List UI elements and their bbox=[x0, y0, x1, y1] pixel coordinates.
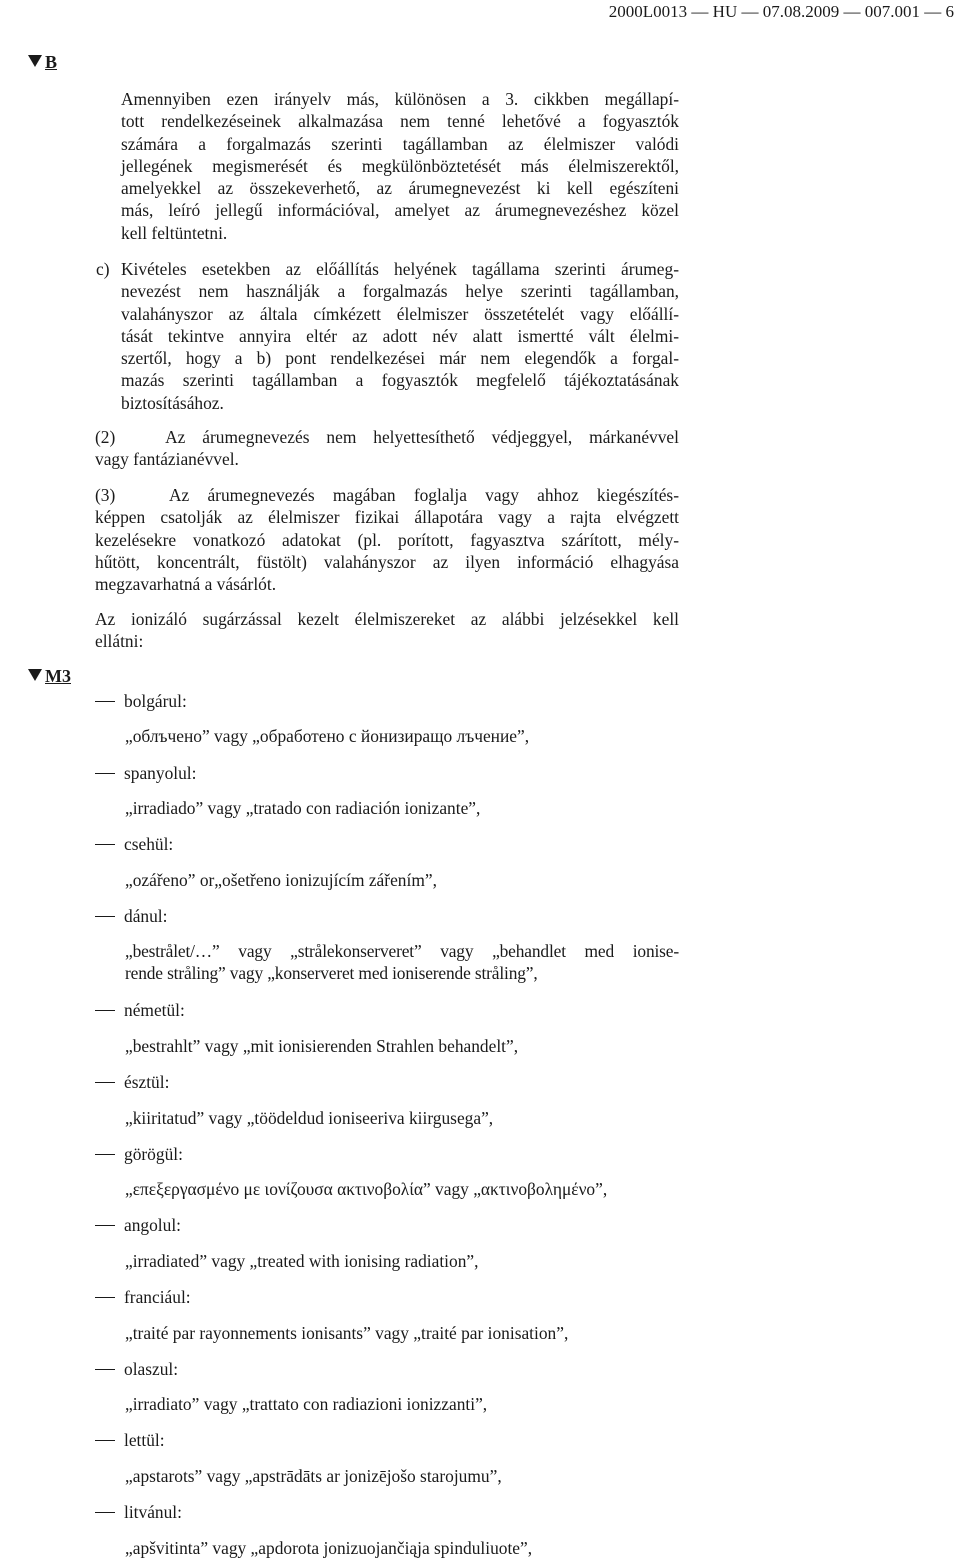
language-label: csehül: bbox=[124, 834, 174, 854]
language-label: olaszul: bbox=[124, 1359, 179, 1379]
language-phrase bbox=[125, 1178, 679, 1200]
text-line: mazás szerinti tagállamban a fogyasztók megfelelő tájékoztatásának bbox=[121, 370, 679, 391]
text-line: „irradiated” vagy „treated with ionising radiation”, bbox=[125, 1251, 479, 1271]
em-dash bbox=[95, 1369, 115, 1370]
text-line: „traité par rayonnements ionisants” vagy „traité par ionisation”, bbox=[125, 1323, 569, 1343]
text-line: tott rendelkezéseinek alkalmazása nem tenné lehetővé a fogyasztók bbox=[121, 111, 679, 132]
language-phrase bbox=[125, 1035, 679, 1057]
text-line: vagy fantázianévvel. bbox=[95, 449, 239, 470]
text-line: „irradiado” vagy „tratado con radiación ionizante”, bbox=[125, 798, 481, 818]
text-line: (3) Az árumegnevezés magában foglalja vagy ahhoz kiegészítés- bbox=[95, 485, 679, 505]
em-dash bbox=[95, 916, 115, 917]
amendment-marker-b bbox=[28, 52, 57, 73]
language-phrase bbox=[125, 869, 679, 891]
language-item bbox=[95, 905, 167, 927]
text-line: tását tekintve annyira eltér az adott név alatt ismertté vált élelmi- bbox=[121, 325, 679, 346]
em-dash bbox=[95, 1440, 115, 1441]
em-dash bbox=[95, 1082, 115, 1083]
text-line: rende stråling” vagy „konserveret med ioniserende stråling”, bbox=[125, 963, 538, 983]
language-phrase bbox=[125, 1107, 679, 1129]
em-dash bbox=[95, 844, 115, 845]
language-item bbox=[95, 1286, 191, 1308]
language-label: németül: bbox=[124, 1000, 185, 1020]
language-label: litvánul: bbox=[124, 1502, 182, 1522]
language-label: lettül: bbox=[124, 1430, 165, 1450]
language-label: dánul: bbox=[124, 906, 168, 926]
text-line: szertől, hogy a b) pont rendelkezései már nem elegendők a forgal- bbox=[121, 348, 679, 369]
language-label: görögül: bbox=[124, 1144, 183, 1164]
language-item bbox=[95, 1501, 182, 1523]
language-phrase bbox=[125, 1537, 679, 1559]
text-line: „облъчено” vagy „обработено с йонизиращо лъчение”, bbox=[125, 726, 530, 746]
em-dash bbox=[95, 1010, 115, 1011]
em-dash bbox=[95, 773, 115, 774]
amendment-marker-m3 bbox=[28, 666, 71, 687]
em-dash bbox=[95, 1512, 115, 1513]
em-dash bbox=[95, 1154, 115, 1155]
language-item bbox=[95, 833, 173, 855]
language-label: észtül: bbox=[124, 1072, 170, 1092]
language-item bbox=[95, 1071, 169, 1093]
language-item bbox=[95, 1143, 183, 1165]
text-line: nevezést nem használják a forgalmazás helye szerinti tagállamban, bbox=[121, 281, 679, 302]
text-line: „επεξεργασμένο με ιονίζουσα ακτινοβολία” vagy „ακτινοβολημένο”, bbox=[125, 1179, 608, 1199]
text-line: más, leíró jellegű információval, amelyet az árumegnevezéshez közel bbox=[121, 200, 679, 221]
text-line: „bestrahlt” vagy „mit ionisierenden Strahlen behandelt”, bbox=[125, 1036, 519, 1056]
text-line: valahányszor az általa címkézett élelmiszer összetételét vagy előállí- bbox=[121, 303, 679, 324]
text-line: (2) Az árumegnevezés nem helyettesíthető védjeggyel, márkanévvel bbox=[95, 427, 679, 447]
text-line: kezelésekre vonatkozó adatokat (pl. porított, fagyasztva szárított, mély- bbox=[95, 529, 679, 550]
paragraph-ionizing bbox=[95, 608, 679, 653]
language-phrase bbox=[125, 797, 679, 819]
triangle-down-icon bbox=[28, 669, 42, 681]
document-header: 2000L0013 — HU — 07.08.2009 — 007.001 — 6 bbox=[608, 2, 954, 21]
text-line: megzavarhatná a vásárlót. bbox=[95, 574, 277, 595]
text-line: „apstarots” vagy „apstrādāts ar jonizējošo starojumu”, bbox=[125, 1466, 502, 1486]
text-line: biztosításához. bbox=[121, 392, 224, 413]
marker-code: B bbox=[45, 52, 58, 72]
paragraph-3 bbox=[95, 484, 679, 595]
text-line: amelyekkel az összekeverhető, az árumegnevezést ki kell egészíteni bbox=[121, 178, 679, 199]
text-line: Az ionizáló sugárzással kezelt élelmiszereket az alábbi jelzésekkel kell bbox=[95, 609, 679, 629]
text-line: Amennyiben ezen irányelv más, különösen a 3. cikkben megállapí- bbox=[121, 89, 679, 109]
text-line: „bestrålet/…” vagy „strålekonserveret” vagy „behandlet med ionise- bbox=[125, 941, 679, 961]
text-line: képpen csatolják az élelmiszer fizikai állapotára vagy a rajta elvégzett bbox=[95, 507, 679, 528]
language-item bbox=[95, 690, 187, 712]
language-phrase bbox=[125, 1250, 679, 1272]
text-line: Kivételes esetekben az előállítás helyének tagállama szerinti árumeg- bbox=[121, 259, 679, 279]
language-phrase bbox=[125, 725, 679, 747]
text-line: „irradiato” vagy „trattato con radiazioni ionizzanti”, bbox=[125, 1394, 488, 1414]
text-line: ellátni: bbox=[95, 631, 144, 652]
point-c-label: c) bbox=[96, 259, 110, 279]
language-label: franciául: bbox=[124, 1287, 191, 1307]
language-item bbox=[95, 1214, 181, 1236]
text-line: kell feltüntetni. bbox=[121, 222, 228, 243]
em-dash bbox=[95, 1225, 115, 1226]
language-item bbox=[95, 1358, 178, 1380]
text-line: „ozářeno” or„ošetřeno ionizujícím zářením”, bbox=[125, 870, 437, 890]
language-item bbox=[95, 762, 196, 784]
paragraph-2 bbox=[95, 426, 679, 471]
triangle-down-icon bbox=[28, 55, 42, 67]
text-line: jellegének megismerését és megkülönböztetését más élelmiszerektől, bbox=[121, 155, 679, 176]
em-dash bbox=[95, 701, 115, 702]
text-line: „apšvitinta” vagy „apdorota jonizuojančiąja spinduliuote”, bbox=[125, 1538, 533, 1558]
point-c-paragraph bbox=[121, 258, 679, 414]
language-phrase bbox=[125, 1465, 679, 1487]
text-line: hűtött, koncentrált, füstölt) valahányszor az ilyen információ elhagyása bbox=[95, 551, 679, 572]
language-item bbox=[95, 1429, 165, 1451]
text-line: „kiiritatud” vagy „töödeldud ioniseeriva kiirgusega”, bbox=[125, 1108, 494, 1128]
language-label: angolul: bbox=[124, 1215, 181, 1235]
language-phrase bbox=[125, 1322, 679, 1344]
language-phrase bbox=[125, 940, 679, 984]
language-label: bolgárul: bbox=[124, 691, 187, 711]
language-phrase bbox=[125, 1393, 679, 1415]
intro-paragraph bbox=[121, 88, 679, 244]
language-item bbox=[95, 999, 185, 1021]
em-dash bbox=[95, 1297, 115, 1298]
language-label: spanyolul: bbox=[124, 763, 197, 783]
text-line: számára a forgalmazás szerinti tagállamban az élelmiszer valódi bbox=[121, 133, 679, 154]
marker-code: M3 bbox=[45, 666, 71, 686]
